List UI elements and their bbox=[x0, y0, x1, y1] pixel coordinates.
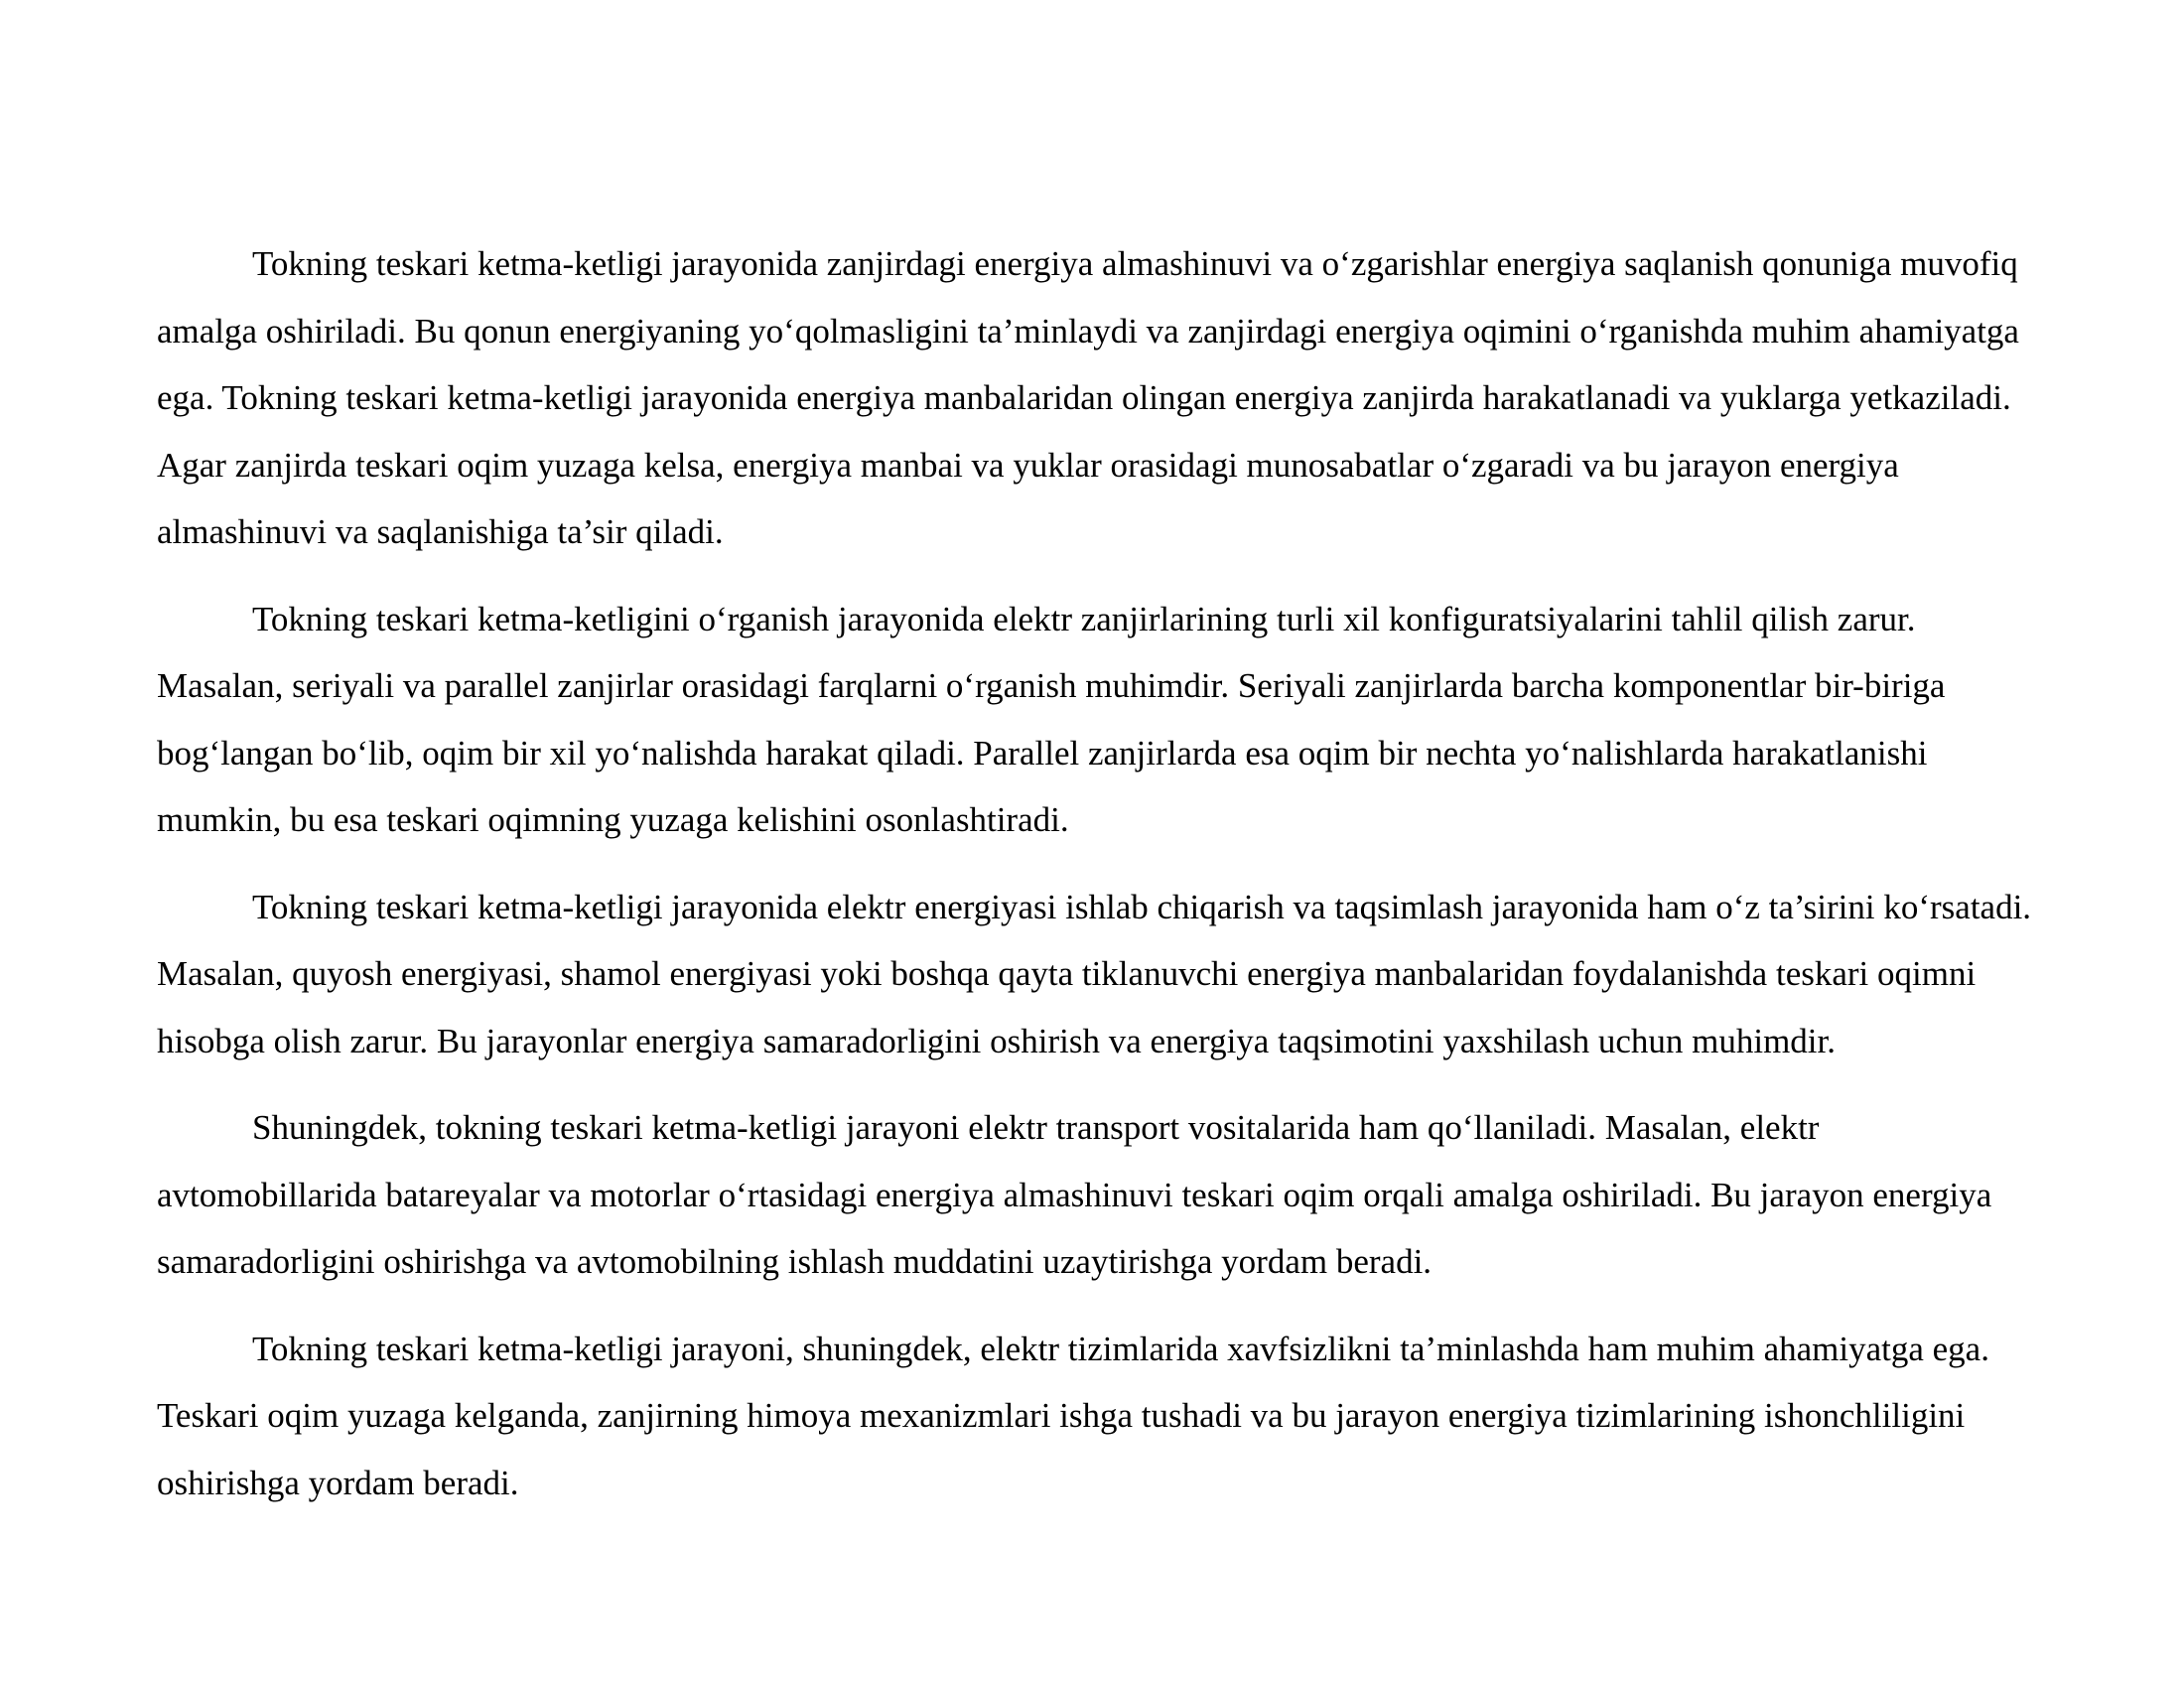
paragraph-2: Tokning teskari ketma-ketligini o‘rganish jarayonida elektr zanjirlarining turli xil konfiguratsiyalarini tahlil qilish zarur. Masalan, seriyali va parallel zanjirlar orasidagi farqlarni o‘rganish muhimdir. Seriyali zanjirlarda barcha komponentlar bir-biriga bog‘langan bo‘lib, oqim bir xil yo‘nalishda harakat qiladi. Parallel zanjirlarda esa oqim bir nechta yo‘nalishlarda harakatlanishi mumkin, bu esa teskari oqimning yuzaga kelishini osonlashtiradi. bbox=[157, 599, 1946, 839]
paragraph-4: Shuningdek, tokning teskari ketma-ketligi jarayoni elektr transport vositalarida ham qo‘llaniladi. Masalan, elektr avtomobillarida batareyalar va motorlar o‘rtasidagi energiya almashinuvi teskari oqim orqali amalga oshiriladi. Bu jarayon energiya samaradorligini oshirishga va avtomobilning ishlash muddatini uzaytirishga yordam beradi. bbox=[157, 1108, 1992, 1281]
paragraph-5: Tokning teskari ketma-ketligi jarayoni, shuningdek, elektr tizimlarida xavfsizlikni ta’minlashda ham muhim ahamiyatga ega. Teskari oqim yuzaga kelganda, zanjirning himoya mexanizmlari ishga tushadi va bu jarayon energiya tizimlarining ishonchliligini oshirishga yordam beradi. bbox=[157, 1329, 1989, 1502]
paragraph-3: Tokning teskari ketma-ketligi jarayonida elektr energiyasi ishlab chiqarish va taqsimlash jarayonida ham o‘z ta’sirini ko‘rsatadi. Masalan, quyosh energiyasi, shamol energiyasi yoki boshqa qayta tiklanuvchi energiya manbalaridan foydalanishda teskari oqimni hisobga olish zarur. Bu jarayonlar energiya samaradorligini oshirish va energiya taqsimotini yaxshilash uchun muhimdir. bbox=[157, 887, 2032, 1060]
document-body bbox=[157, 230, 2043, 1536]
paragraph-1: Tokning teskari ketma-ketligi jarayonida zanjirdagi energiya almashinuvi va o‘zgarishlar energiya saqlanish qonuniga muvofiq amalga oshiriladi. Bu qonun energiyaning yo‘qolmasligini ta’minlaydi va zanjirdagi energiya oqimini o‘rganishda muhim ahamiyatga ega. Tokning teskari ketma-ketligi jarayonida energiya manbalaridan olingan energiya zanjirda harakatlanadi va yuklarga yetkaziladi. Agar zanjirda teskari oqim yuzaga kelsa, energiya manbai va yuklar orasidagi munosabatlar o‘zgaradi va bu jarayon energiya almashinuvi va saqlanishiga ta’sir qiladi. bbox=[157, 244, 2019, 551]
